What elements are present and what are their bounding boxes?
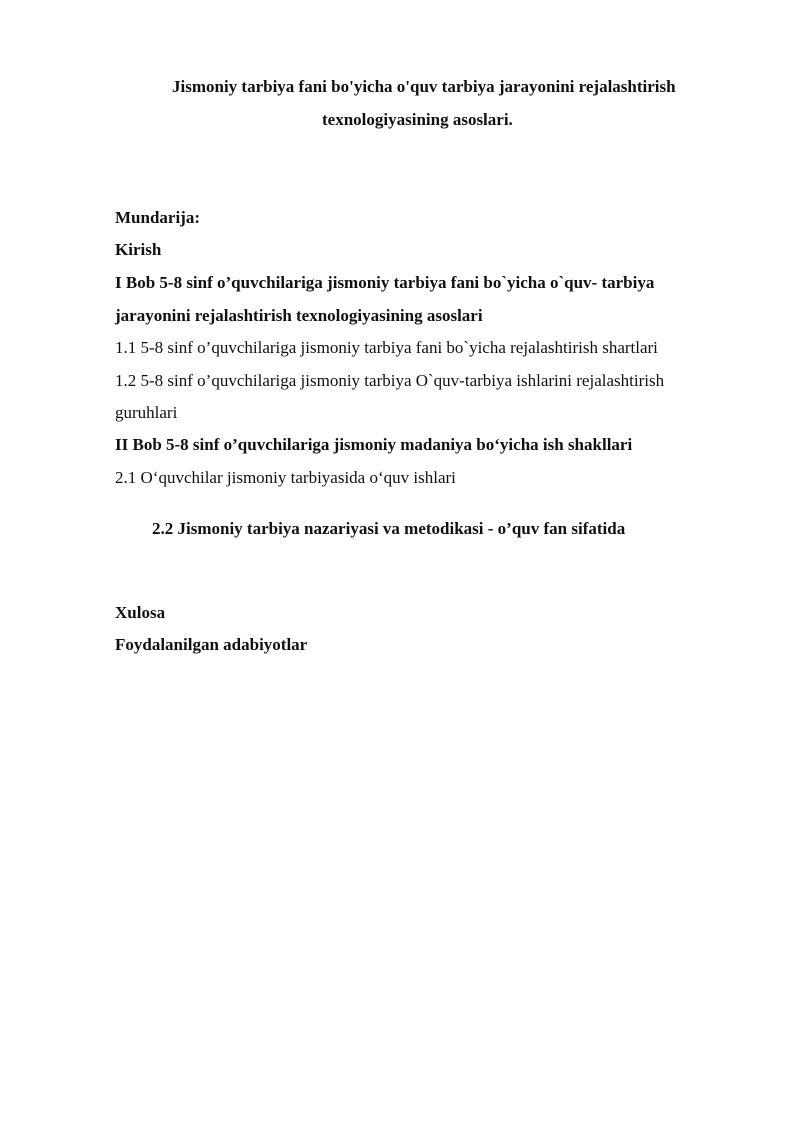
toc-item-intro: Kirish <box>115 240 162 259</box>
toc-item-references: Foydalanilgan adabiyotlar <box>115 635 308 654</box>
toc-item-section-2-2: 2.2 Jismoniy tarbiya nazariyasi va metodikasi - o’quv fan sifatida <box>152 519 626 538</box>
toc-item-chapter1-line2: jarayonini rejalashtirish texnologiyasining asoslari <box>115 306 483 325</box>
toc-item-section-1-2-line1: 1.2 5-8 sinf o’quvchilariga jismoniy tarbiya O`quv-tarbiya ishlarini rejalashtirish <box>115 371 665 390</box>
toc-item-chapter1-line1: I Bob 5-8 sinf o’quvchilariga jismoniy tarbiya fani bo`yicha o`quv- tarbiya <box>115 273 655 292</box>
document-title-line-2: texnologiyasining asoslari. <box>322 110 513 129</box>
toc-heading: Mundarija: <box>115 208 200 227</box>
toc-item-conclusion: Xulosa <box>115 603 166 622</box>
document-title-line-1: Jismoniy tarbiya fani bo'yicha o'quv tarbiya jarayonini rejalashtirish <box>172 77 676 96</box>
toc-item-section-1-1: 1.1 5-8 sinf o’quvchilariga jismoniy tarbiya fani bo`yicha rejalashtirish shartlari <box>115 338 658 357</box>
toc-item-chapter2: II Bob 5-8 sinf o’quvchilariga jismoniy madaniya bo‘yicha ish shakllari <box>115 435 633 454</box>
toc-item-section-2-1: 2.1 O‘quvchilar jismoniy tarbiyasida o‘quv ishlari <box>115 468 456 487</box>
toc-item-section-1-2-line2: guruhlari <box>115 403 178 422</box>
